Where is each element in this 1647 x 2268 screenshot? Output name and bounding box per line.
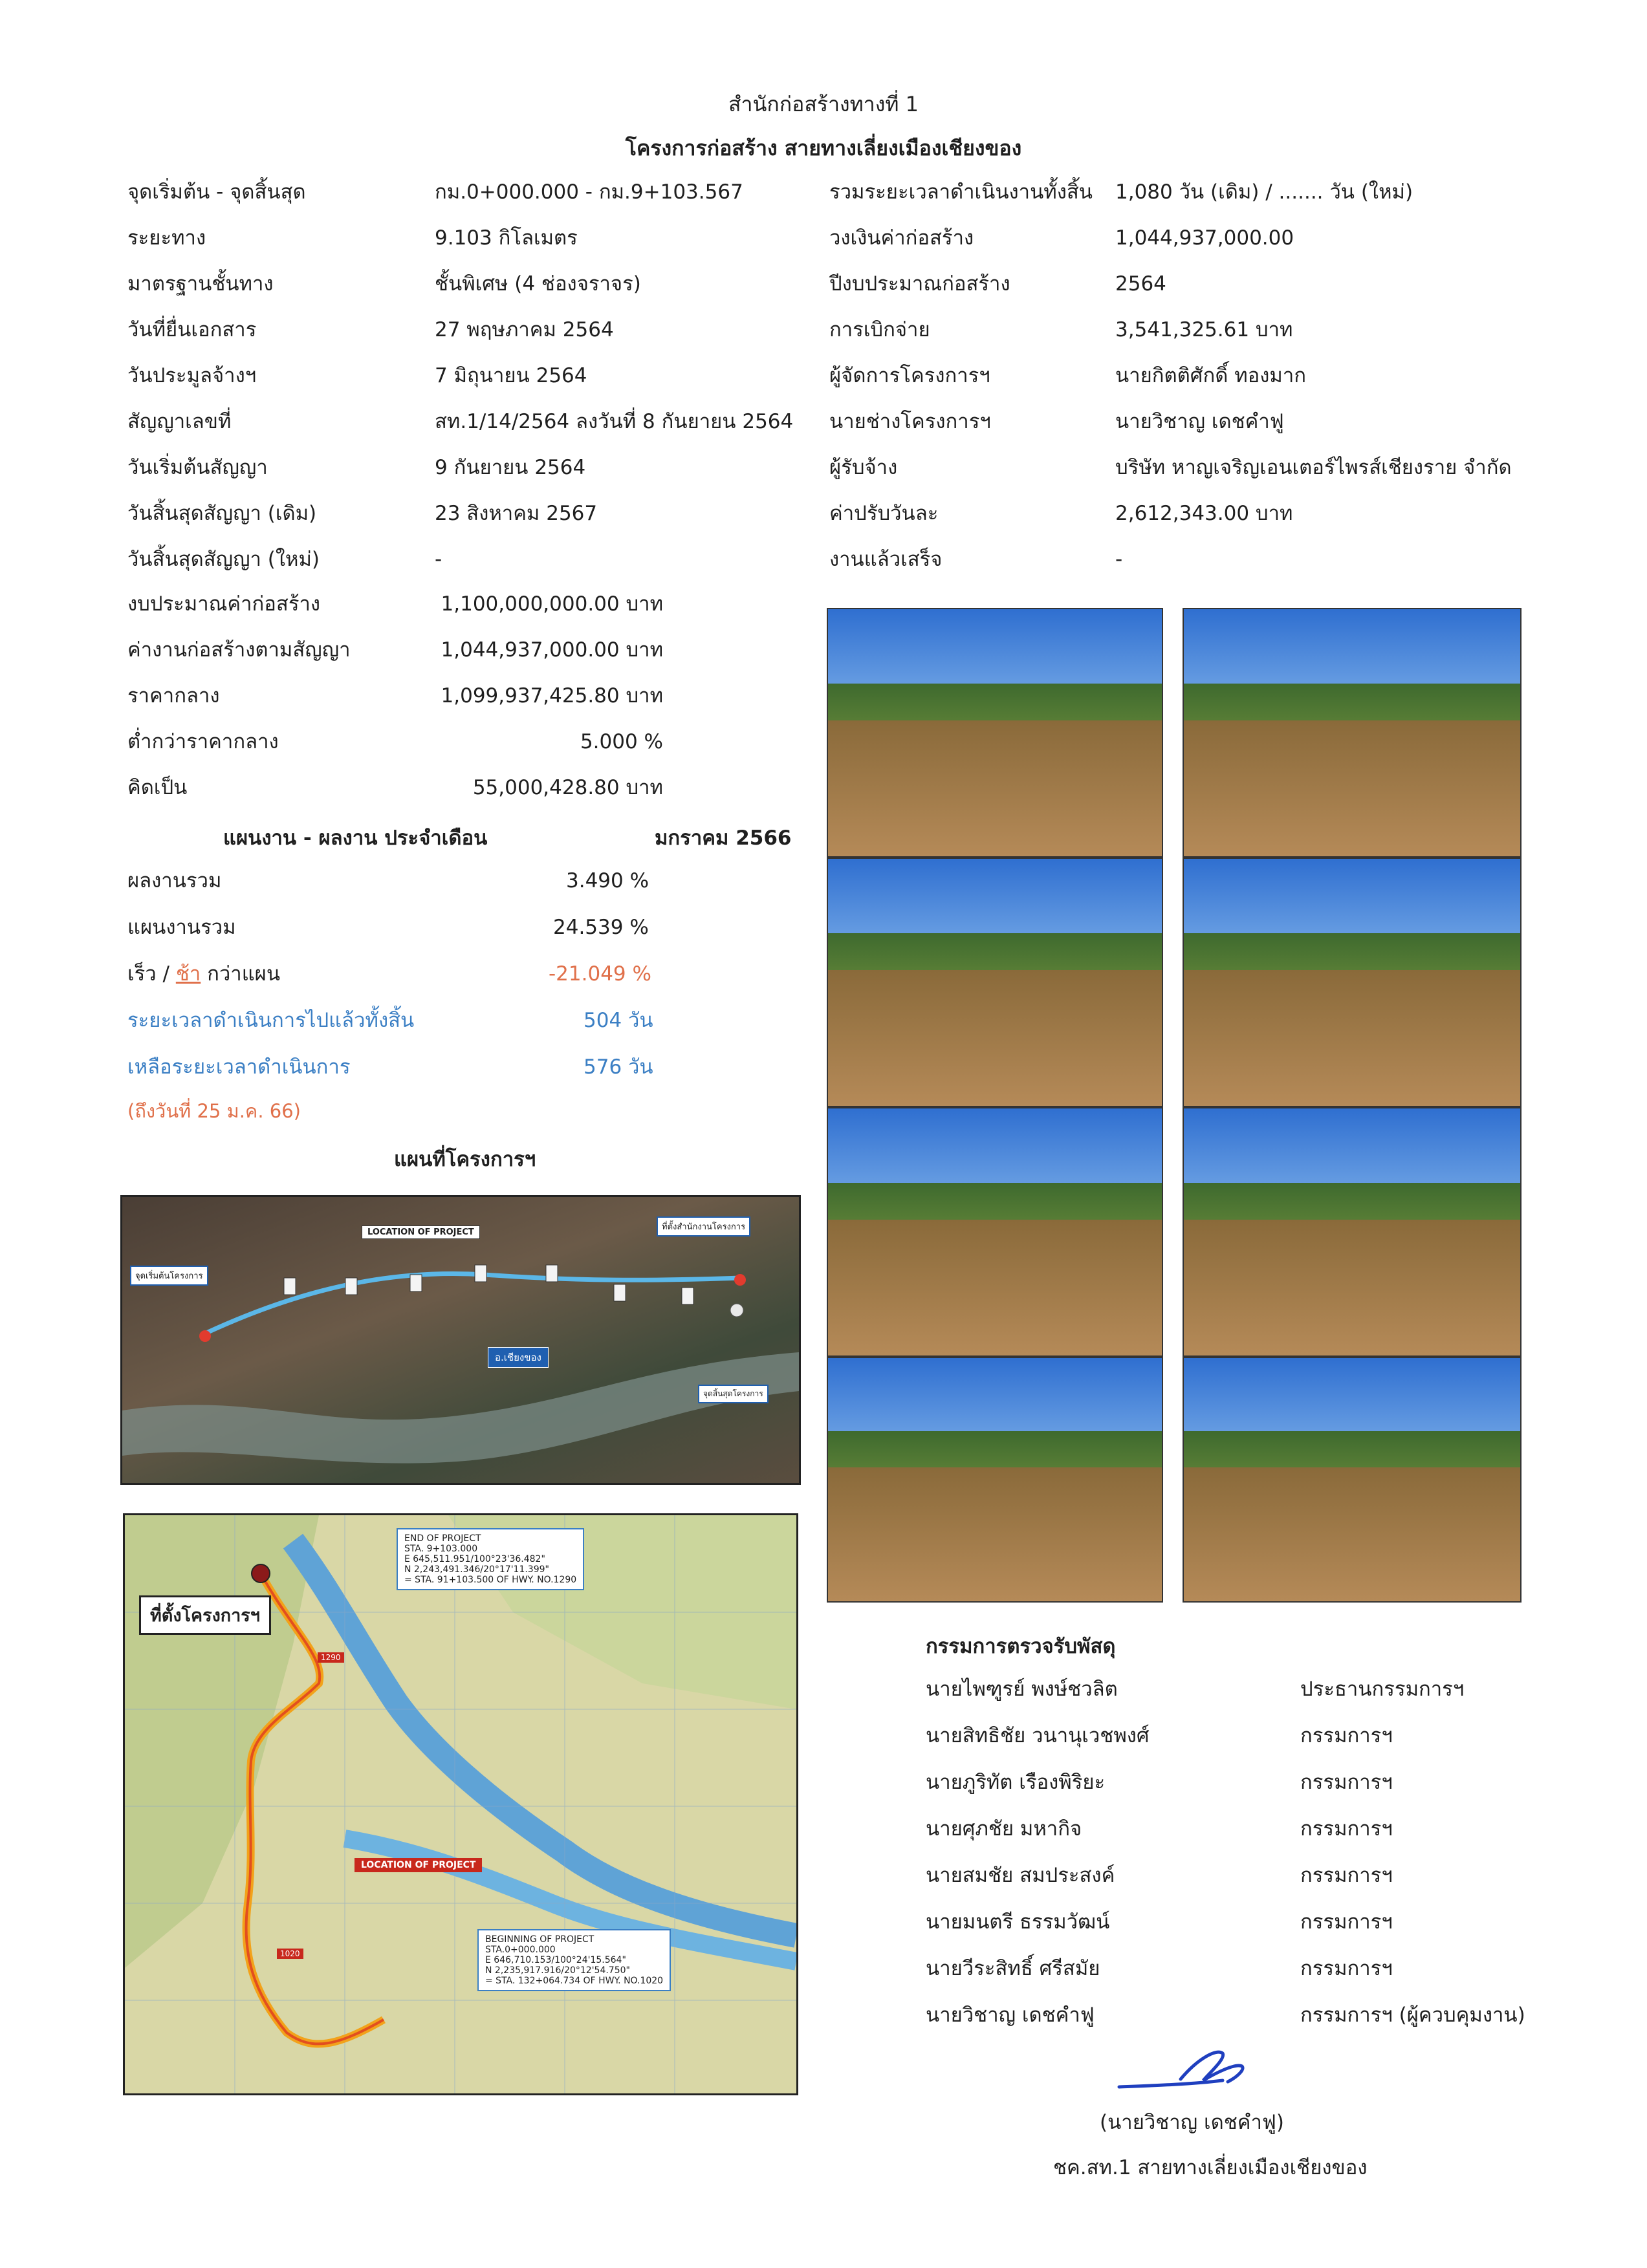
- diff-label-prefix: เร็ว /: [127, 962, 176, 986]
- budget-value: 1,100,000,000.00 บาท: [441, 592, 663, 616]
- as-of-date: (ถึงวันที่ 25 ม.ค. 66): [127, 1100, 301, 1122]
- remaining-label: เหลือระยะเวลาดำเนินการ: [127, 1055, 351, 1079]
- committee-member-name: นายภูริทัต เรืองพิริยะ: [926, 1771, 1106, 1794]
- site-photo: [827, 608, 1163, 858]
- aerial-town-label: อ.เชียงของ: [488, 1347, 549, 1368]
- right-info-value: 2,612,343.00 บาท: [1115, 502, 1293, 525]
- budget-label: ราคากลาง: [127, 684, 220, 707]
- result-label: ผลงานรวม: [127, 869, 222, 892]
- site-photo: [1183, 1357, 1522, 1603]
- left-info-label: จุดเริ่มต้น - จุดสิ้นสุด: [127, 180, 306, 204]
- topo-site-label: ที่ตั้งโครงการฯ: [139, 1595, 271, 1635]
- aerial-end-label: จุดสิ้นสุดโครงการ: [698, 1385, 769, 1403]
- signature-image: [1113, 2040, 1268, 2099]
- signature-name: (นายวิชาญ เดชคำฟู): [1100, 2111, 1284, 2134]
- site-photo: [1183, 1107, 1522, 1357]
- right-info-value: นายกิตติศักดิ์ ทองมาก: [1115, 364, 1307, 387]
- budget-value: 5.000 %: [580, 730, 663, 753]
- right-info-value: นายวิชาญ เดชคำฟู: [1115, 410, 1284, 433]
- budget-value: 1,044,937,000.00 บาท: [441, 638, 663, 662]
- left-info-label: มาตรฐานชั้นทาง: [127, 272, 274, 296]
- signature-position: ชค.สท.1 สายทางเลี่ยงเมืองเชียงของ: [1053, 2156, 1368, 2179]
- left-info-label: สัญญาเลขที่: [127, 410, 232, 433]
- committee-member-name: นายไพฑูรย์ พงษ์ชวลิต: [926, 1678, 1118, 1701]
- committee-member-role: กรรมการฯ: [1300, 1910, 1393, 1934]
- site-photo: [1183, 608, 1522, 858]
- topo-map: [123, 1513, 798, 2095]
- left-info-label: วันเริ่มต้นสัญญา: [127, 456, 268, 479]
- budget-label: ค่างานก่อสร้างตามสัญญา: [127, 638, 351, 662]
- aerial-start-label: จุดเริ่มต้นโครงการ: [130, 1266, 208, 1286]
- site-photo: [1183, 858, 1522, 1107]
- right-info-value: 3,541,325.61 บาท: [1115, 318, 1293, 341]
- budget-value: 1,099,937,425.80 บาท: [441, 684, 663, 707]
- left-info-value: ชั้นพิเศษ (4 ช่องจราจร): [435, 272, 641, 296]
- remaining-value: 576 วัน: [584, 1055, 653, 1079]
- plan-value: 24.539 %: [553, 916, 649, 939]
- left-info-value: กม.0+000.000 - กม.9+103.567: [435, 180, 743, 204]
- aerial-map-drawing: [122, 1197, 799, 1483]
- committee-member-name: นายสิทธิชัย วนานุเวชพงศ์: [926, 1724, 1150, 1747]
- right-info-label: งานแล้วเสร็จ: [829, 548, 943, 571]
- committee-member-role: กรรมการฯ: [1300, 1957, 1393, 1980]
- committee-member-role: กรรมการฯ: [1300, 1771, 1393, 1794]
- left-info-value: สท.1/14/2564 ลงวันที่ 8 กันยายน 2564: [435, 410, 794, 433]
- elapsed-value: 504 วัน: [584, 1009, 653, 1032]
- right-info-value: บริษัท หาญเจริญเอนเตอร์ไพรส์เชียงราย จำกัด: [1115, 456, 1512, 479]
- right-info-value: -: [1115, 548, 1123, 571]
- diff-label-slow: ช้า: [175, 962, 201, 986]
- diff-label-suffix: กว่าแผน: [201, 962, 281, 986]
- result-value: 3.490 %: [566, 869, 649, 892]
- left-info-value: -: [435, 548, 442, 571]
- map-title: แผนที่โครงการฯ: [394, 1148, 536, 1171]
- committee-member-role: กรรมการฯ: [1300, 1724, 1393, 1747]
- office-title: สำนักก่อสร้างทางที่ 1: [728, 92, 919, 116]
- budget-value: 55,000,428.80 บาท: [472, 776, 663, 799]
- topo-begin-box: BEGINNING OF PROJECT STA.0+000.000 E 646,710.153/100°24'15.564" N 2,235,917.916/20°12'54.750" = STA. 132+064.734 OF HWY. NO.1020: [477, 1929, 671, 1991]
- left-info-label: วันประมูลจ้างฯ: [127, 364, 257, 387]
- committee-title: กรรมการตรวจรับพัสดุ: [926, 1635, 1116, 1658]
- right-info-value: 1,080 วัน (เดิม) / ....... วัน (ใหม่): [1115, 180, 1413, 204]
- budget-label: คิดเป็น: [127, 776, 188, 799]
- left-info-value: 9.103 กิโลเมตร: [435, 226, 578, 250]
- budget-label: งบประมาณค่าก่อสร้าง: [127, 592, 321, 616]
- left-info-label: วันสิ้นสุดสัญญา (ใหม่): [127, 548, 320, 571]
- right-info-value: 1,044,937,000.00: [1115, 226, 1294, 250]
- topo-loc-label: LOCATION OF PROJECT: [354, 1858, 482, 1872]
- topo-road-1020: 1020: [277, 1949, 303, 1959]
- aerial-map: [120, 1195, 801, 1485]
- right-info-label: วงเงินค่าก่อสร้าง: [829, 226, 974, 250]
- progress-title: แผนงาน - ผลงาน ประจำเดือน: [223, 826, 488, 850]
- right-info-label: ผู้จัดการโครงการฯ: [829, 364, 990, 387]
- right-info-label: รวมระยะเวลาดำเนินงานทั้งสิ้น: [829, 180, 1093, 204]
- committee-member-name: นายมนตรี ธรรมวัฒน์: [926, 1910, 1110, 1934]
- budget-label: ต่ำกว่าราคากลาง: [127, 730, 279, 753]
- left-info-label: วันที่ยื่นเอกสาร: [127, 318, 257, 341]
- committee-member-role: ประธานกรรมการฯ: [1300, 1678, 1465, 1701]
- right-info-label: ผู้รับจ้าง: [829, 456, 898, 479]
- right-info-label: นายช่างโครงการฯ: [829, 410, 991, 433]
- diff-value: -21.049 %: [549, 962, 651, 986]
- topo-end-box: END OF PROJECT STA. 9+103.000 E 645,511.951/100°23'36.482" N 2,243,491.346/20°17'11.399" = STA. 91+103.500 OF HWY. NO.1290: [397, 1528, 584, 1590]
- aerial-loc-label: LOCATION OF PROJECT: [362, 1226, 480, 1239]
- left-info-label: ระยะทาง: [127, 226, 206, 250]
- left-info-value: 7 มิถุนายน 2564: [435, 364, 587, 387]
- plan-label: แผนงานรวม: [127, 916, 236, 939]
- elapsed-label: ระยะเวลาดำเนินการไปแล้วทั้งสิ้น: [127, 1009, 415, 1032]
- left-info-value: 27 พฤษภาคม 2564: [435, 318, 614, 341]
- right-info-label: ปีงบประมาณก่อสร้าง: [829, 272, 1010, 296]
- committee-member-role: กรรมการฯ: [1300, 1817, 1393, 1841]
- site-photo: [827, 858, 1163, 1107]
- progress-month: มกราคม 2566: [655, 826, 792, 850]
- site-photo: [827, 1357, 1163, 1603]
- committee-member-name: นายวิชาญ เดชคำฟู: [926, 2003, 1095, 2027]
- topo-road-1290: 1290: [318, 1652, 344, 1663]
- left-info-value: 23 สิงหาคม 2567: [435, 502, 598, 525]
- right-info-label: ค่าปรับวันละ: [829, 502, 939, 525]
- left-info-label: วันสิ้นสุดสัญญา (เดิม): [127, 502, 317, 525]
- committee-member-name: นายสมชัย สมประสงค์: [926, 1864, 1115, 1887]
- diff-label: [127, 961, 280, 987]
- committee-member-name: นายวีระสิทธิ์ ศรีสมัย: [926, 1957, 1100, 1980]
- right-info-label: การเบิกจ่าย: [829, 318, 930, 341]
- site-photo: [827, 1107, 1163, 1357]
- committee-member-role: กรรมการฯ: [1300, 1864, 1393, 1887]
- committee-member-name: นายศุภชัย มหากิจ: [926, 1817, 1082, 1841]
- aerial-office-label: ที่ตั้งสำนักงานโครงการ: [657, 1216, 750, 1237]
- left-info-value: 9 กันยายน 2564: [435, 456, 586, 479]
- project-title: โครงการก่อสร้าง สายทางเลี่ยงเมืองเชียงของ: [625, 136, 1022, 160]
- committee-member-role: กรรมการฯ (ผู้ควบคุมงาน): [1300, 2003, 1525, 2027]
- right-info-value: 2564: [1115, 272, 1166, 296]
